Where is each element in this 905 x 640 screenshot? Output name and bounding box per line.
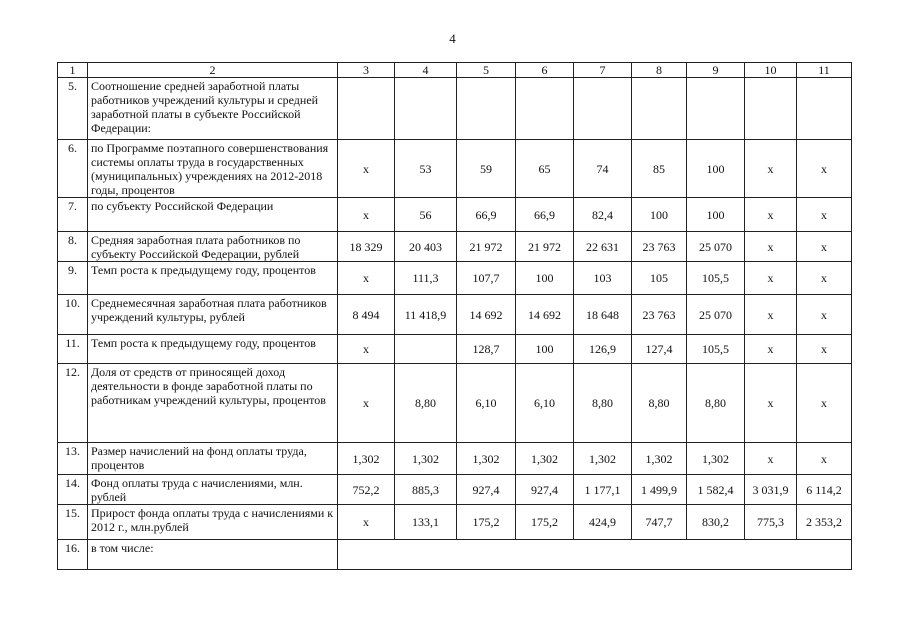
value-cell — [516, 78, 574, 140]
row-description: в том числе: — [88, 540, 338, 570]
row-index: 7. — [58, 198, 88, 232]
value-cell: 56 — [395, 198, 457, 232]
value-cell: 14 692 — [516, 295, 574, 335]
row-index: 13. — [58, 443, 88, 475]
value-cell: 747,7 — [632, 505, 687, 540]
value-cell: х — [745, 443, 797, 475]
row-index: 15. — [58, 505, 88, 540]
column-header: 2 — [88, 63, 338, 78]
value-cell: 1 582,4 — [687, 475, 745, 505]
value-cell: 1,302 — [574, 443, 632, 475]
value-cell: 8,80 — [632, 364, 687, 443]
value-cell: 107,7 — [457, 262, 516, 295]
value-cell: 8,80 — [395, 364, 457, 443]
value-cell: 927,4 — [516, 475, 574, 505]
value-cell: 1 499,9 — [632, 475, 687, 505]
value-cell: 6 114,2 — [797, 475, 852, 505]
value-cell: х — [745, 262, 797, 295]
row-index: 14. — [58, 475, 88, 505]
value-cell: 6,10 — [457, 364, 516, 443]
value-cell: 100 — [687, 198, 745, 232]
value-cell — [574, 78, 632, 140]
row-description: Соотношение средней заработной платы работников учреждений культуры и средней заработной платы в субъекте Российской Федерации: — [88, 78, 338, 140]
value-cell: 8,80 — [574, 364, 632, 443]
value-cell: х — [745, 232, 797, 262]
value-cell: 66,9 — [516, 198, 574, 232]
page-number: 4 — [449, 31, 456, 46]
value-cell: 927,4 — [457, 475, 516, 505]
value-cell: 133,1 — [395, 505, 457, 540]
value-cell: 21 972 — [457, 232, 516, 262]
value-cell: 775,3 — [745, 505, 797, 540]
row-index: 16. — [58, 540, 88, 570]
table-row — [58, 78, 852, 140]
value-cell: х — [745, 335, 797, 364]
value-cell: х — [797, 262, 852, 295]
value-cell: 6,10 — [516, 364, 574, 443]
row-description: по Программе поэтапного совершенствования системы оплаты труда в государственных (муниципальных) учреждениях на 2012-2018 годы, процентов — [88, 140, 338, 198]
table-row — [58, 295, 852, 335]
value-cell: 66,9 — [457, 198, 516, 232]
value-cell: 100 — [516, 335, 574, 364]
value-cell — [687, 78, 745, 140]
value-cell: 105 — [632, 262, 687, 295]
column-header: 9 — [687, 63, 745, 78]
column-header: 7 — [574, 63, 632, 78]
value-cell: 103 — [574, 262, 632, 295]
value-cell: 21 972 — [516, 232, 574, 262]
value-cell: х — [338, 262, 395, 295]
value-cell: 25 070 — [687, 295, 745, 335]
row-index: 11. — [58, 335, 88, 364]
value-cell: 128,7 — [457, 335, 516, 364]
column-header: 4 — [395, 63, 457, 78]
value-cell: 1,302 — [457, 443, 516, 475]
data-table — [57, 62, 852, 570]
value-cell: 82,4 — [574, 198, 632, 232]
value-cell: 1,302 — [516, 443, 574, 475]
value-cell: 11 418,9 — [395, 295, 457, 335]
value-cell: х — [338, 140, 395, 198]
value-cell — [395, 335, 457, 364]
column-header: 8 — [632, 63, 687, 78]
value-cell: 752,2 — [338, 475, 395, 505]
value-cell: х — [338, 198, 395, 232]
value-cell: 175,2 — [457, 505, 516, 540]
value-cell: 25 070 — [687, 232, 745, 262]
value-cell: 8 494 — [338, 295, 395, 335]
value-cell: х — [745, 140, 797, 198]
table-row — [58, 335, 852, 364]
column-header: 10 — [745, 63, 797, 78]
value-cell: 20 403 — [395, 232, 457, 262]
value-cell: 8,80 — [687, 364, 745, 443]
row-index: 9. — [58, 262, 88, 295]
table-row — [58, 198, 852, 232]
value-cell: 126,9 — [574, 335, 632, 364]
value-cell: 85 — [632, 140, 687, 198]
row-index: 6. — [58, 140, 88, 198]
value-cell: 127,4 — [632, 335, 687, 364]
column-header: 3 — [338, 63, 395, 78]
value-cell: х — [797, 295, 852, 335]
merged-cell — [338, 540, 852, 570]
value-cell — [632, 78, 687, 140]
value-cell: 65 — [516, 140, 574, 198]
row-description: Фонд оплаты труда с начислениями, млн. рублей — [88, 475, 338, 505]
table-row — [58, 475, 852, 505]
value-cell: 18 329 — [338, 232, 395, 262]
value-cell: 3 031,9 — [745, 475, 797, 505]
value-cell: 424,9 — [574, 505, 632, 540]
value-cell: 1,302 — [632, 443, 687, 475]
value-cell: х — [338, 505, 395, 540]
value-cell: х — [797, 198, 852, 232]
row-index: 5. — [58, 78, 88, 140]
row-description: Темп роста к предыдущему году, процентов — [88, 262, 338, 295]
row-description: Темп роста к предыдущему году, процентов — [88, 335, 338, 364]
table-row — [58, 140, 852, 198]
value-cell: 105,5 — [687, 335, 745, 364]
value-cell: 885,3 — [395, 475, 457, 505]
value-cell: х — [745, 364, 797, 443]
value-cell: 1,302 — [687, 443, 745, 475]
table-row — [58, 364, 852, 443]
value-cell: 1,302 — [338, 443, 395, 475]
value-cell: 1 177,1 — [574, 475, 632, 505]
value-cell — [395, 78, 457, 140]
value-cell: х — [797, 232, 852, 262]
row-index: 8. — [58, 232, 88, 262]
table-row — [58, 443, 852, 475]
row-index: 12. — [58, 364, 88, 443]
value-cell: х — [797, 364, 852, 443]
row-description: Среднемесячная заработная плата работников учреждений культуры, рублей — [88, 295, 338, 335]
table-row — [58, 540, 852, 570]
value-cell: х — [745, 295, 797, 335]
value-cell: 23 763 — [632, 295, 687, 335]
row-description: Доля от средств от приносящей доход деятельности в фонде заработной платы по работникам учреждений культуры, процентов — [88, 364, 338, 443]
value-cell: 59 — [457, 140, 516, 198]
value-cell — [338, 78, 395, 140]
row-description: Прирост фонда оплаты труда с начислениями к 2012 г., млн.рублей — [88, 505, 338, 540]
row-index: 10. — [58, 295, 88, 335]
value-cell: 100 — [632, 198, 687, 232]
value-cell: 18 648 — [574, 295, 632, 335]
header-row — [58, 63, 852, 78]
value-cell: х — [797, 443, 852, 475]
row-description: по субъекту Российской Федерации — [88, 198, 338, 232]
column-header: 11 — [797, 63, 852, 78]
value-cell: 22 631 — [574, 232, 632, 262]
column-header: 5 — [457, 63, 516, 78]
value-cell — [457, 78, 516, 140]
value-cell: х — [338, 335, 395, 364]
value-cell: 23 763 — [632, 232, 687, 262]
table-row — [58, 505, 852, 540]
value-cell: 53 — [395, 140, 457, 198]
value-cell: 74 — [574, 140, 632, 198]
value-cell: х — [797, 140, 852, 198]
value-cell: 105,5 — [687, 262, 745, 295]
value-cell: 14 692 — [457, 295, 516, 335]
table-row — [58, 262, 852, 295]
value-cell — [745, 78, 797, 140]
value-cell: 830,2 — [687, 505, 745, 540]
row-description: Средняя заработная плата работников по субъекту Российской Федерации, рублей — [88, 232, 338, 262]
value-cell: х — [338, 364, 395, 443]
value-cell: 1,302 — [395, 443, 457, 475]
row-description: Размер начислений на фонд оплаты труда, процентов — [88, 443, 338, 475]
column-header: 6 — [516, 63, 574, 78]
value-cell: 100 — [516, 262, 574, 295]
table-row — [58, 232, 852, 262]
column-header: 1 — [58, 63, 88, 78]
value-cell: 2 353,2 — [797, 505, 852, 540]
value-cell: 175,2 — [516, 505, 574, 540]
value-cell: 111,3 — [395, 262, 457, 295]
value-cell: 100 — [687, 140, 745, 198]
value-cell — [797, 78, 852, 140]
value-cell: х — [797, 335, 852, 364]
value-cell: х — [745, 198, 797, 232]
